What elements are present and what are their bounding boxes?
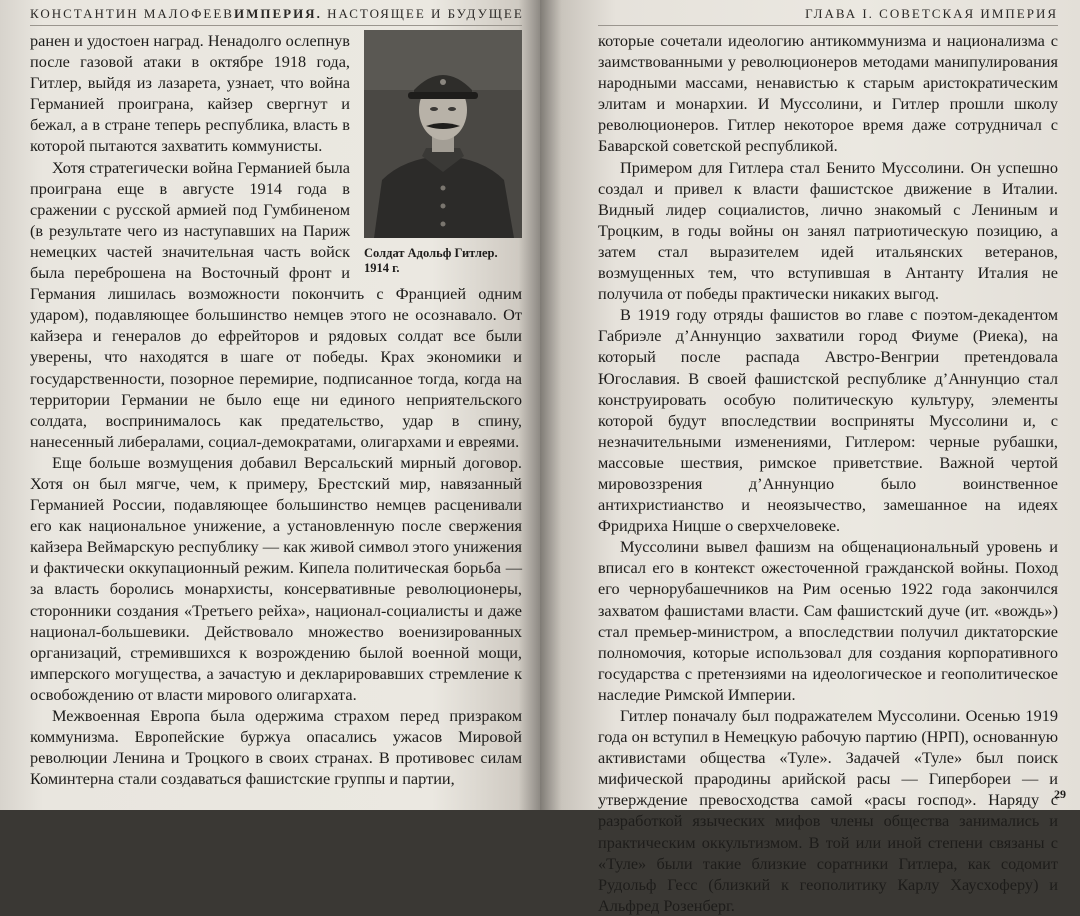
page-number: 29 xyxy=(1054,787,1066,801)
chapter-title: ГЛАВА I. СОВЕТСКАЯ ИМПЕРИЯ xyxy=(805,6,1058,21)
paragraph: Гитлер поначалу был подражателем Муссолини. Осенью 1919 года он вступил в Немецкую рабочую партию (НРП), основанную активистами общества «Туле». Задачей «Туле» был поиск мифической прародины арийской расы — Гипербореи — и утверждение превосходства самой «расы господ». Наряду с разработкой языческих мифов члены общества занимались и практическим оккультизмом. В той или иной степени связаны с «Туле» были такие близкие соратники Гитлера, как содомит Рудольф Гесс (близкий к геополитику Карлу Хаусхоферу) и Альфред Розенберг. xyxy=(598,706,1058,915)
left-page xyxy=(0,0,540,810)
book-title-bold: ИМПЕРИЯ. xyxy=(233,6,322,21)
caption-line-1: Солдат Адольф Гитлер. xyxy=(364,246,498,260)
left-running-head xyxy=(30,6,522,26)
paragraph: В 1919 году отряды фашистов во главе с поэтом-декадентом Габриэле д’Аннунцио захватили город Фиуме (Риека), на который после распада Австро-Венгрии претендовала Югославия. В своей фашистской республике д’Аннунцио стал конструировать особую политическую культуру, элементы которой будут впоследствии восприняты Муссолини и, с незначительными изменениями, Гитлером: черные рубашки, массовые шествия, римское приветствие. Важной чертой мировоззрения д’Аннунцио было воинственное антихристианство и неоязычество, замешанное на идеях Фридриха Ницше о сверхчеловеке. xyxy=(598,305,1058,536)
paragraph: Еще больше возмущения добавил Версальский мирный договор. Хотя он был мягче, чем, к примеру, Брестский мир, навязанный Германией России, подавляющее большинство немцев расценивали его как национальное унижение, а установленную после свержения кайзера Веймарскую республику — как живой символ этого унижения и фактически оккупационный режим. Кипела политическая борьба — за власть боролись монархисты, консервативные революционеры, сторонники создания «Третьего рейха», национал-социалисты и даже национал-большевики. Действовало множество военизированных организаций, стремившихся к возрождению былой военной мощи, имперского могущества, а зачастую и декларировавших стремление к освобождению от власти мирового олигархата. xyxy=(30,452,522,704)
paragraph: Муссолини вывел фашизм на общенациональный уровень и вписал его в контекст ожесточенной гражданской войны. Поход его чернорубашечников на Рим осенью 1922 года закончился захватом фашистами власти. Сам фашистский дуче (ит. «вождь») стал премьер-министром, а впоследствии получил диктаторские полномочия, которые использовал для создания корпоративного государства с претензиями на идеологическое и геополитическое наследие Римской Империи. xyxy=(598,537,1058,704)
paragraph: ранен и удостоен наград. Ненадолго ослепнув после газовой атаки в октябре 1918 года, Гитлер, выйдя из лазарета, узнает, что война Германией проиграна, кайзер свергнут и бежал, а в стране теперь республика, власть в которой пытаются захватить коммунисты. xyxy=(30,31,350,156)
soldier-photo xyxy=(364,30,522,238)
right-body-text xyxy=(598,30,1058,916)
right-running-head xyxy=(598,6,1058,26)
right-page xyxy=(540,0,1080,915)
photo-caption xyxy=(364,246,522,276)
photo-figure xyxy=(364,30,522,276)
paragraph: Примером для Гитлера стал Бенито Муссолини. Он успешно создал и привел к власти фашистское движение в Италии. Видный лидер социалистов, лично знакомый с Лениным и Троцким, в годы войны он занял патриотическую позицию, а затем стал выразителем идей итальянских ветеранов, возмущенных тем, что вступившая в Антанту Италия не получила от победы практически никаких выгод. xyxy=(598,157,1058,304)
book-title-rest: НАСТОЯЩЕЕ И БУДУЩЕЕ xyxy=(327,6,524,21)
caption-line-2: 1914 г. xyxy=(364,261,400,275)
left-body-text xyxy=(30,30,522,789)
paragraph: Хотя стратегически война Германией была проиграна еще в августе 1914 года в сражении с русской армией под Гумбиненом (в результате чего из наступавших на Париж немецких частей значительная часть войск была переброшена на Восточный фронт и Германия лишилась возможности покончить с Францией одним ударом), подавляющее большинство немцев этого не осознавало. От кайзера и генералов до ефрейторов и рядовых солдат все были уверены, что находятся в шаге от победы. Крах экономики и государственности, позорное перемирие, подписанное тогда, когда на территории Германии не было еще ни единого неприятельского солдата, воспринималось как предательство, удар в спину, нанесенный либералами, социал-демократами, олигархами и евреями. xyxy=(30,157,522,451)
author-name: КОНСТАНТИН МАЛОФЕЕВ xyxy=(30,6,234,21)
paragraph: которые сочетали идеологию антикоммунизма и национализма с заимствованными у революционеров методами манипулирования народными массами, ненавистью к старым аристократическим элитам и монархии. И Муссолини, и Гитлер прошли школу революционеров. Гитлер некоторое время даже сотрудничал с Баварской советской республикой. xyxy=(598,31,1058,156)
paragraph: Межвоенная Европа была одержима страхом перед призраком коммунизма. Европейские буржуа опасались ужасов Мировой революции Ленина и Троцкого в своих странах. В противовес силам Коминтерна стали создаваться фашистские группы и партии, xyxy=(30,706,522,789)
